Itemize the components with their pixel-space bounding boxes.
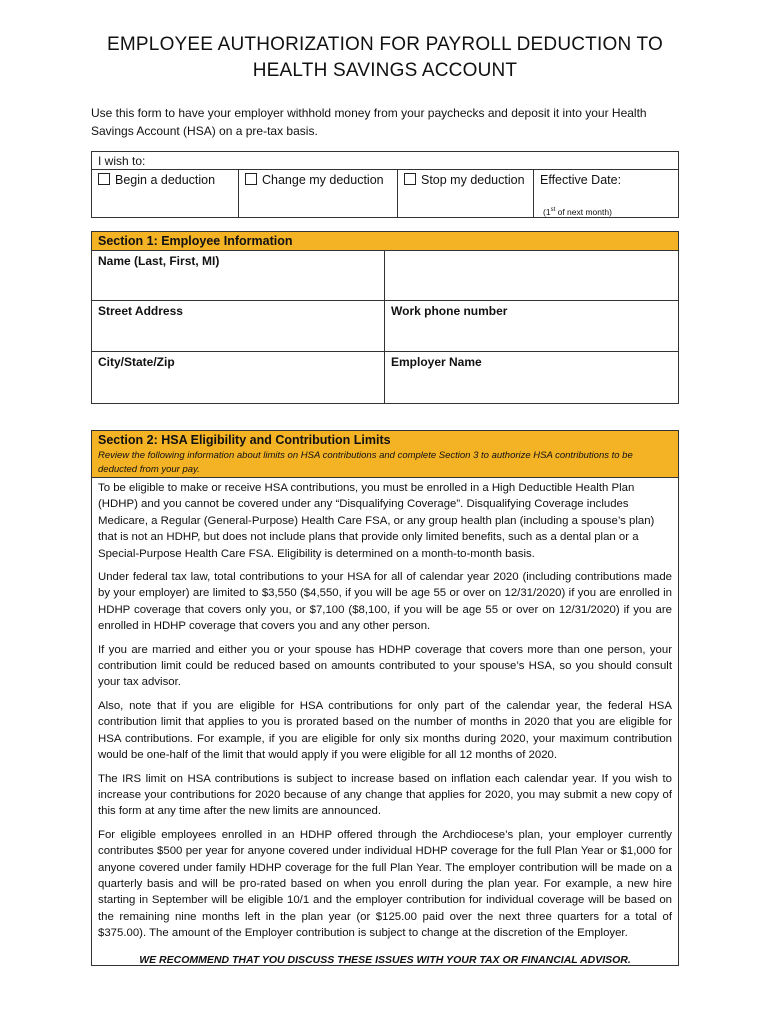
wish-label: I wish to:: [98, 154, 146, 168]
stop-deduction-checkbox[interactable]: [404, 173, 416, 185]
begin-deduction-checkbox[interactable]: [98, 173, 110, 185]
begin-deduction-option[interactable]: [92, 170, 239, 217]
intro-text: Use this form to have your employer withhold money from your paychecks and deposit it into your Health Savings Account (HSA) on a pre-tax basis.: [91, 106, 647, 138]
wish-to-box: [91, 151, 679, 218]
form-title-line1: EMPLOYEE AUTHORIZATION FOR PAYROLL DEDUCTION TO: [107, 34, 663, 55]
contribution-limits-paragraph: Under federal tax law, total contributions to your HSA for all of calendar year 2020 (including contributions made by your employer) are limited to $3,550 ($4,550, if you will be age 55 or over on 12/31/2020) if you are enrolled in HDHP coverage that covers only you, or $7,100 ($8,100, if you will be age 55 or over on 12/31/2020) if you are enrolled in HDHP coverage that covers you and any other person.: [98, 571, 672, 633]
employer-contribution-paragraph: For eligible employees enrolled in an HDHP offered through the Archdiocese’s plan, your employer currently contributes $500 per year for anyone covered under individual HDHP coverage for the full Plan Year or $1,000 for anyone covered under family HDHP coverage for the full Plan Year. The employer contribution will be made on a quarterly basis and will be pro-rated based on when you enroll during the plan year. For example, a new hire starting in September will be eligible 10/1 and the employer contribution for individual coverage will be based on the remaining nine months left in the plan year (or $125.00 paid over the next three quarters for a total of $375.00). The amount of the Employer contribution is subject to change at the discretion of the Employer.: [98, 828, 672, 940]
name-field[interactable]: [92, 251, 385, 301]
section-2-subtitle: Review the following information about limits on HSA contributions and complete Section 3 to authorize HSA contributions to be deducted from your pay.: [98, 450, 633, 475]
employee-info-grid: [92, 251, 678, 403]
section-2-title: Section 2: HSA Eligibility and Contribution Limits: [98, 433, 391, 447]
recommendation-notice: WE RECOMMEND THAT YOU DISCUSS THESE ISSUES WITH YOUR TAX OR FINANCIAL ADVISOR.: [139, 953, 631, 966]
married-paragraph: If you are married and either you or your spouse has HDHP coverage that covers more than one person, your contribution limit could be reduced based on amounts contributed to your spouse’s HSA, so you should consult your tax advisor.: [98, 643, 672, 689]
work-phone-field[interactable]: [385, 301, 678, 352]
city-state-zip-field[interactable]: [92, 352, 385, 403]
change-deduction-option[interactable]: [239, 170, 398, 217]
stop-deduction-option[interactable]: [398, 170, 534, 217]
change-deduction-label: Change my deduction: [262, 173, 384, 187]
section-2-body: [92, 478, 678, 968]
section-1-header: [92, 232, 678, 251]
section-1-title: Section 1: Employee Information: [98, 234, 293, 248]
irs-limit-paragraph: The IRS limit on HSA contributions is subject to increase based on inflation each calendar year. If you wish to increase your contributions for 2020 because of any change that applies for 2020, you may submit a new copy of this form at any time after the new limits are announced.: [98, 772, 672, 818]
street-address-field[interactable]: [92, 301, 385, 352]
effective-date-label: Effective Date:: [540, 173, 622, 187]
wish-options-row: [92, 169, 678, 217]
form-title-line2: HEALTH SAVINGS ACCOUNT: [252, 60, 518, 81]
begin-deduction-label: Begin a deduction: [115, 173, 216, 187]
employer-name-field[interactable]: [385, 352, 678, 403]
form-title: [60, 32, 710, 84]
work-phone-label: Work phone number: [391, 304, 508, 318]
street-address-label: Street Address: [98, 304, 183, 318]
partial-year-paragraph: Also, note that if you are eligible for HSA contributions for only part of the calendar year, the federal HSA contribution limit that applies to you is prorated based on the number of months in 2020 that you are eligible for HSA contributions. For example, if you are eligible for only six months during 2020, your maximum contribution would be one-half of the limit that would apply if you were eligible for all 12 months of 2020.: [98, 699, 672, 762]
section-1-employee-info: [91, 231, 679, 404]
stop-deduction-label: Stop my deduction: [421, 173, 525, 187]
effective-date-note: (1st of next month): [543, 207, 612, 217]
eligibility-paragraph: To be eligible to make or receive HSA contributions, you must be enrolled in a High Deductible Health Plan (HDHP) and you cannot be covered under any “Disqualifying Coverage”. Disqualifying Coverage includes Medicare, a Regular (General-Purpose) Health Care FSA, or any group health plan (including a spouse’s plan) that is not an HDHP, but does not include plans that provide only limited benefits, such as a dental plan or a Special-Purpose Health Care FSA. Eligibility is determined on a month-to-month basis.: [98, 482, 655, 560]
employer-name-label: Employer Name: [391, 355, 482, 369]
name-field-extension[interactable]: [385, 251, 678, 301]
name-label: Name (Last, First, MI): [98, 254, 220, 268]
change-deduction-checkbox[interactable]: [245, 173, 257, 185]
effective-date-field[interactable]: [534, 170, 678, 217]
city-state-zip-label: City/State/Zip: [98, 355, 175, 369]
section-2-header: [92, 431, 678, 478]
section-2-hsa-eligibility: [91, 430, 679, 966]
